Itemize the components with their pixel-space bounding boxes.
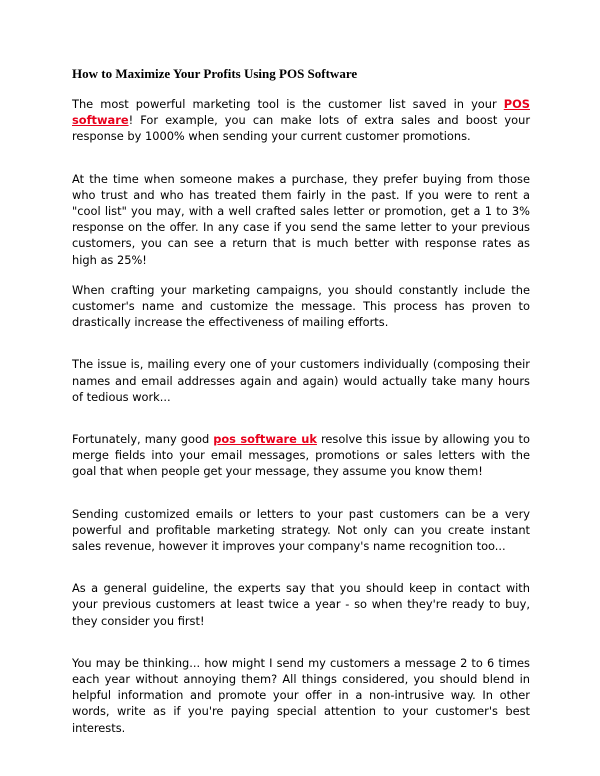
- paragraph-7: As a general guideline, the experts say that you should keep in contact with your previous customers at least twice a year - so when they're ready to buy, they consider you first!: [72, 581, 530, 628]
- paragraph-3: When crafting your marketing campaigns, you should constantly include the customer's name and customize the message. This process has proven to drastically increase the effectiveness of mailing efforts.: [72, 282, 530, 330]
- paragraph-5: [72, 431, 530, 480]
- paragraph-1-text-after: ! For example, you can make lots of extra sales and boost your response by 1000% when sending your current customer promotions.: [72, 113, 530, 144]
- document-page: [72, 66, 530, 736]
- paragraph-4: The issue is, mailing every one of your customers individually (composing their names and email addresses again and again) would actually take many hours of tedious work...: [72, 357, 530, 404]
- pos-software-uk-link[interactable]: pos software uk: [213, 432, 317, 447]
- paragraph-6: Sending customized emails or letters to your past customers can be a very powerful and profitable marketing strategy. Not only can you create instant sales revenue, however it improves your company's name recognition too...: [72, 506, 530, 554]
- paragraph-1-text-before: The most powerful marketing tool is the customer list saved in your: [72, 97, 504, 111]
- pos-software-link[interactable]: POS software: [72, 97, 530, 128]
- paragraph-5-text-before: Fortunately, many good: [72, 432, 214, 447]
- paragraph-5-text-after: resolve this issue by allowing you to merge fields into your email messages, promotions or sales letters with the goal that when people get your message, they assume you know them!: [72, 432, 530, 479]
- paragraph-1: [72, 96, 530, 145]
- paragraph-2: At the time when someone makes a purchase, they prefer buying from those who trust and who has treated them fairly in the past. If you were to rent a "cool list" you may, with a well crafted sales letter or promotion, get a 1 to 3% response on the offer. In any case if you send the same letter to your previous customers, you can see a return that is much better with response rates as high as 25%!: [72, 171, 530, 267]
- paragraph-8: You may be thinking... how might I send my customers a message 2 to 6 times each year without annoying them? All things considered, you should blend in helpful information and promote your offer in a non-intrusive way. In other words, write as if you're paying special attention to your customer's best interests.: [72, 655, 530, 735]
- document-title: How to Maximize Your Profits Using POS Software: [72, 66, 358, 81]
